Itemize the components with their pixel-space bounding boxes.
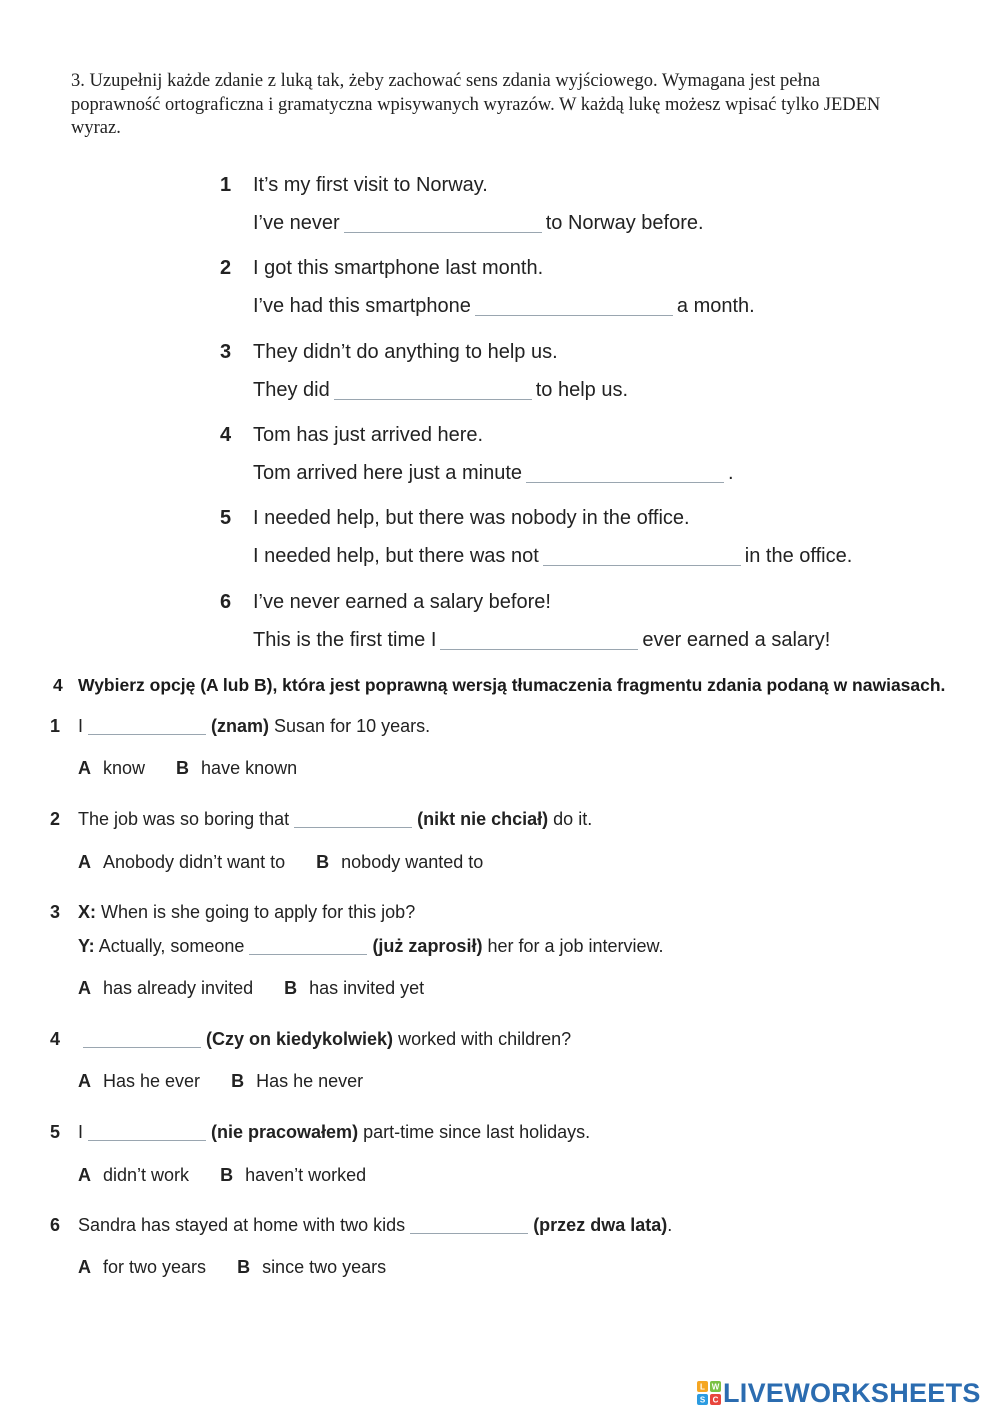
target-sentence: I’ve never to Norway before. (253, 212, 704, 234)
svg-text:S: S (699, 1395, 706, 1405)
option-a[interactable]: A has already invited (78, 978, 254, 998)
answer-options (78, 1071, 389, 1092)
answer-blank[interactable] (88, 717, 206, 735)
item-number: 4 (50, 1029, 61, 1049)
option-a[interactable]: A for two years (78, 1257, 207, 1277)
dialogue-question: X: When is she going to apply for this job? (78, 902, 416, 922)
item-number: 3 (220, 341, 232, 363)
answer-blank[interactable] (410, 1216, 528, 1234)
source-sentence: I’ve never earned a salary before! (253, 591, 551, 613)
answer-blank[interactable] (344, 211, 542, 233)
answer-blank[interactable] (526, 461, 724, 483)
question-sentence: I (znam) Susan for 10 years. (78, 716, 431, 736)
answer-options (78, 1257, 412, 1278)
liveworksheets-logo-icon (697, 1381, 721, 1405)
option-a[interactable]: A Has he ever (78, 1071, 201, 1091)
option-b[interactable]: B nobody wanted to (316, 852, 484, 872)
item-number: 1 (50, 716, 61, 736)
item-number: 5 (50, 1122, 61, 1142)
instruction-text: Wybierz opcję (A lub B), która jest poprawną wersją tłumaczenia fragmentu zdania podaną w nawiasach. (78, 675, 946, 695)
option-b[interactable]: B Has he never (231, 1071, 364, 1091)
source-sentence: I got this smartphone last month. (253, 257, 544, 279)
answer-options (78, 758, 323, 779)
target-sentence: I’ve had this smartphone a month. (253, 295, 755, 317)
option-b[interactable]: B since two years (237, 1257, 387, 1277)
target-sentence: Tom arrived here just a minute . (253, 462, 734, 484)
svg-text:C: C (712, 1395, 719, 1405)
option-b[interactable]: B has invited yet (284, 978, 425, 998)
answer-options (78, 978, 450, 999)
question-sentence: Sandra has stayed at home with two kids (przez dwa lata). (78, 1215, 673, 1235)
exercise-3-instruction: 3. Uzupełnij każde zdanie z luką tak, żeby zachować sens zdania wyjściowego. Wymagana jest pełna poprawność ortograficzna i gramatyczna wpisywanych wyrazów. W każdą lukę możesz wpisać tylko JEDEN wyraz. (71, 71, 881, 138)
answer-blank[interactable] (475, 294, 673, 316)
item-number: 1 (220, 174, 232, 196)
liveworksheets-brand[interactable] (697, 1379, 981, 1407)
answer-blank[interactable] (83, 1030, 201, 1048)
question-sentence: (Czy on kiedykolwiek) worked with children? (78, 1029, 571, 1050)
item-number: 4 (220, 424, 232, 446)
answer-blank[interactable] (294, 810, 412, 828)
source-sentence: It’s my first visit to Norway. (253, 174, 488, 196)
exercise-number: 4 (53, 675, 63, 695)
answer-options (78, 1165, 392, 1186)
target-sentence: This is the first time I ever earned a salary! (253, 629, 831, 651)
item-number: 6 (50, 1215, 61, 1235)
option-b[interactable]: B haven’t worked (220, 1165, 367, 1185)
answer-blank[interactable] (543, 544, 741, 566)
option-b[interactable]: B have known (176, 758, 298, 778)
item-number: 3 (50, 902, 61, 922)
svg-text:W: W (711, 1382, 720, 1392)
question-sentence: I (nie pracowałem) part-time since last holidays. (78, 1122, 591, 1142)
brand-name: LIVEWORKSHEETS (723, 1377, 981, 1408)
item-number: 5 (220, 507, 232, 529)
option-a[interactable]: A didn’t work (78, 1165, 190, 1185)
answer-blank[interactable] (88, 1123, 206, 1141)
answer-blank[interactable] (334, 378, 532, 400)
target-sentence: They did to help us. (253, 379, 629, 401)
svg-text:L: L (700, 1382, 705, 1392)
answer-blank[interactable] (249, 937, 367, 955)
option-a[interactable]: A Anobody didn’t want to (78, 852, 286, 872)
answer-blank[interactable] (440, 628, 638, 650)
exercise-4-instruction (53, 675, 983, 696)
target-sentence: I needed help, but there was not in the office. (253, 545, 853, 567)
source-sentence: They didn’t do anything to help us. (253, 341, 558, 363)
source-sentence: Tom has just arrived here. (253, 424, 484, 446)
item-number: 2 (220, 257, 232, 279)
source-sentence: I needed help, but there was nobody in the office. (253, 507, 690, 529)
option-a[interactable]: A know (78, 758, 146, 778)
item-number: 2 (50, 809, 61, 829)
question-sentence: The job was so boring that (nikt nie chciał) do it. (78, 809, 593, 829)
answer-options (78, 852, 509, 873)
dialogue-answer: Y: Actually, someone (już zaprosił) her for a job interview. (78, 936, 664, 956)
item-number: 6 (220, 591, 232, 613)
